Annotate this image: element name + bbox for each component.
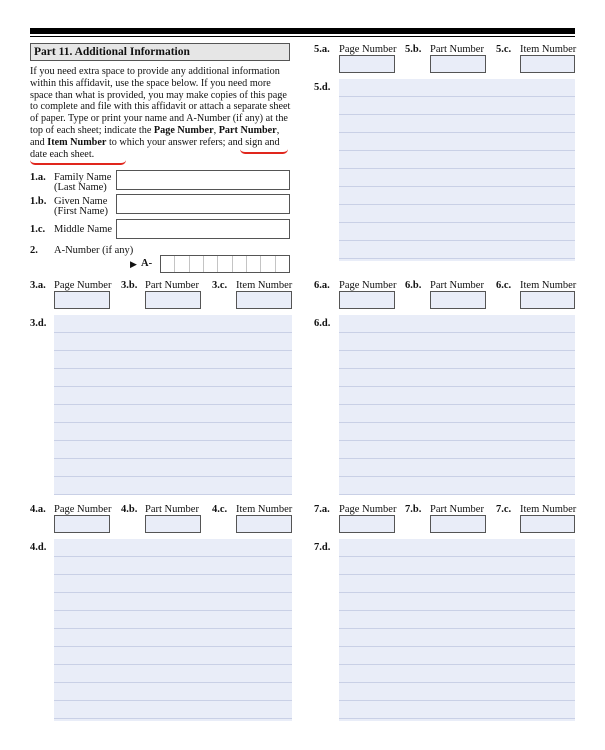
page-number-input-3a[interactable] (54, 291, 110, 309)
item-number-5b: 5.b. (405, 44, 422, 55)
item-number-7a: 7.a. (314, 504, 330, 515)
page-number-input-5a[interactable] (339, 55, 395, 73)
instructions-text: If you need extra space to provide any additional information within this affidavit, use the space below. If you need more space than what is provided, you may make copies of this page to complete and file with this affidavit or attach a separate sheet of paper. Type or print your name and A-Number (if any) at the top of each sheet; indicate the Page Number, Part Number, and Item Number to which your answer refers; and sign and date each sheet. (30, 66, 291, 160)
part-number-label: Part Number (145, 280, 199, 291)
part-number-input-4b[interactable] (145, 515, 201, 533)
part-number-label: Part Number (145, 504, 199, 515)
item-number-6a: 6.a. (314, 280, 330, 291)
item-number-3a: 3.a. (30, 280, 46, 291)
a-number-prefix: A- (141, 258, 153, 269)
item-number-4c: 4.c. (212, 504, 228, 515)
part-number-input-7b[interactable] (430, 515, 486, 533)
item-number-5c: 5.c. (496, 44, 512, 55)
item-number-label: Item Number (520, 280, 577, 291)
item-number-input-5c[interactable] (520, 55, 575, 73)
item-number-7d: 7.d. (314, 542, 331, 553)
item-number-6c: 6.c. (496, 280, 512, 291)
item-number-1c: 1.c. (30, 224, 46, 235)
part-number-label: Part Number (430, 504, 484, 515)
part-number-label: Part Number (430, 280, 484, 291)
answer-area-3d[interactable] (54, 315, 292, 495)
item-number-input-3c[interactable] (236, 291, 292, 309)
answer-area-7d[interactable] (339, 539, 575, 721)
red-underline-mark (30, 160, 126, 165)
item-number-input-6c[interactable] (520, 291, 575, 309)
top-rule-thick (30, 28, 575, 34)
middle-name-label: Middle Name (54, 224, 113, 235)
middle-name-input[interactable] (116, 219, 290, 239)
item-number-2: 2. (30, 245, 38, 256)
item-number-5d: 5.d. (314, 82, 331, 93)
given-name-input[interactable] (116, 194, 290, 214)
family-name-label: Family Name (54, 172, 112, 183)
page-number-label: Page Number (54, 504, 112, 515)
item-number-4d: 4.d. (30, 542, 47, 553)
a-number-label: A-Number (if any) (54, 245, 134, 256)
item-number-6b: 6.b. (405, 280, 422, 291)
part-title: Part 11. Additional Information (30, 43, 290, 61)
page-number-input-7a[interactable] (339, 515, 395, 533)
top-rule-thin (30, 36, 575, 37)
item-number-6d: 6.d. (314, 318, 331, 329)
answer-area-5d[interactable] (339, 79, 575, 261)
part-number-input-3b[interactable] (145, 291, 201, 309)
item-number-label: Item Number (236, 504, 293, 515)
page-number-label: Page Number (54, 280, 112, 291)
page-number-input-6a[interactable] (339, 291, 395, 309)
item-number-3d: 3.d. (30, 318, 47, 329)
item-number-label: Item Number (520, 504, 577, 515)
page-number-label: Page Number (339, 280, 397, 291)
item-number-3c: 3.c. (212, 280, 228, 291)
family-name-sublabel: (Last Name) (54, 182, 107, 193)
item-number-input-7c[interactable] (520, 515, 575, 533)
page-number-label: Page Number (339, 44, 397, 55)
page-number-input-4a[interactable] (54, 515, 110, 533)
item-number-5a: 5.a. (314, 44, 330, 55)
page-number-label: Page Number (339, 504, 397, 515)
item-number-3b: 3.b. (121, 280, 138, 291)
arrow-right-icon: ▶ (130, 259, 137, 269)
item-number-input-4c[interactable] (236, 515, 292, 533)
item-number-4a: 4.a. (30, 504, 46, 515)
item-number-label: Item Number (236, 280, 293, 291)
a-number-input[interactable] (160, 255, 290, 273)
given-name-label: Given Name (54, 196, 108, 207)
item-number-7c: 7.c. (496, 504, 512, 515)
answer-area-6d[interactable] (339, 315, 575, 495)
red-underline-mark (240, 149, 288, 154)
answer-area-4d[interactable] (54, 539, 292, 721)
item-number-label: Item Number (520, 44, 577, 55)
part-number-input-5b[interactable] (430, 55, 486, 73)
given-name-sublabel: (First Name) (54, 206, 108, 217)
part-number-input-6b[interactable] (430, 291, 486, 309)
family-name-input[interactable] (116, 170, 290, 190)
item-number-1a: 1.a. (30, 172, 46, 183)
item-number-1b: 1.b. (30, 196, 47, 207)
item-number-7b: 7.b. (405, 504, 422, 515)
item-number-4b: 4.b. (121, 504, 138, 515)
part-number-label: Part Number (430, 44, 484, 55)
